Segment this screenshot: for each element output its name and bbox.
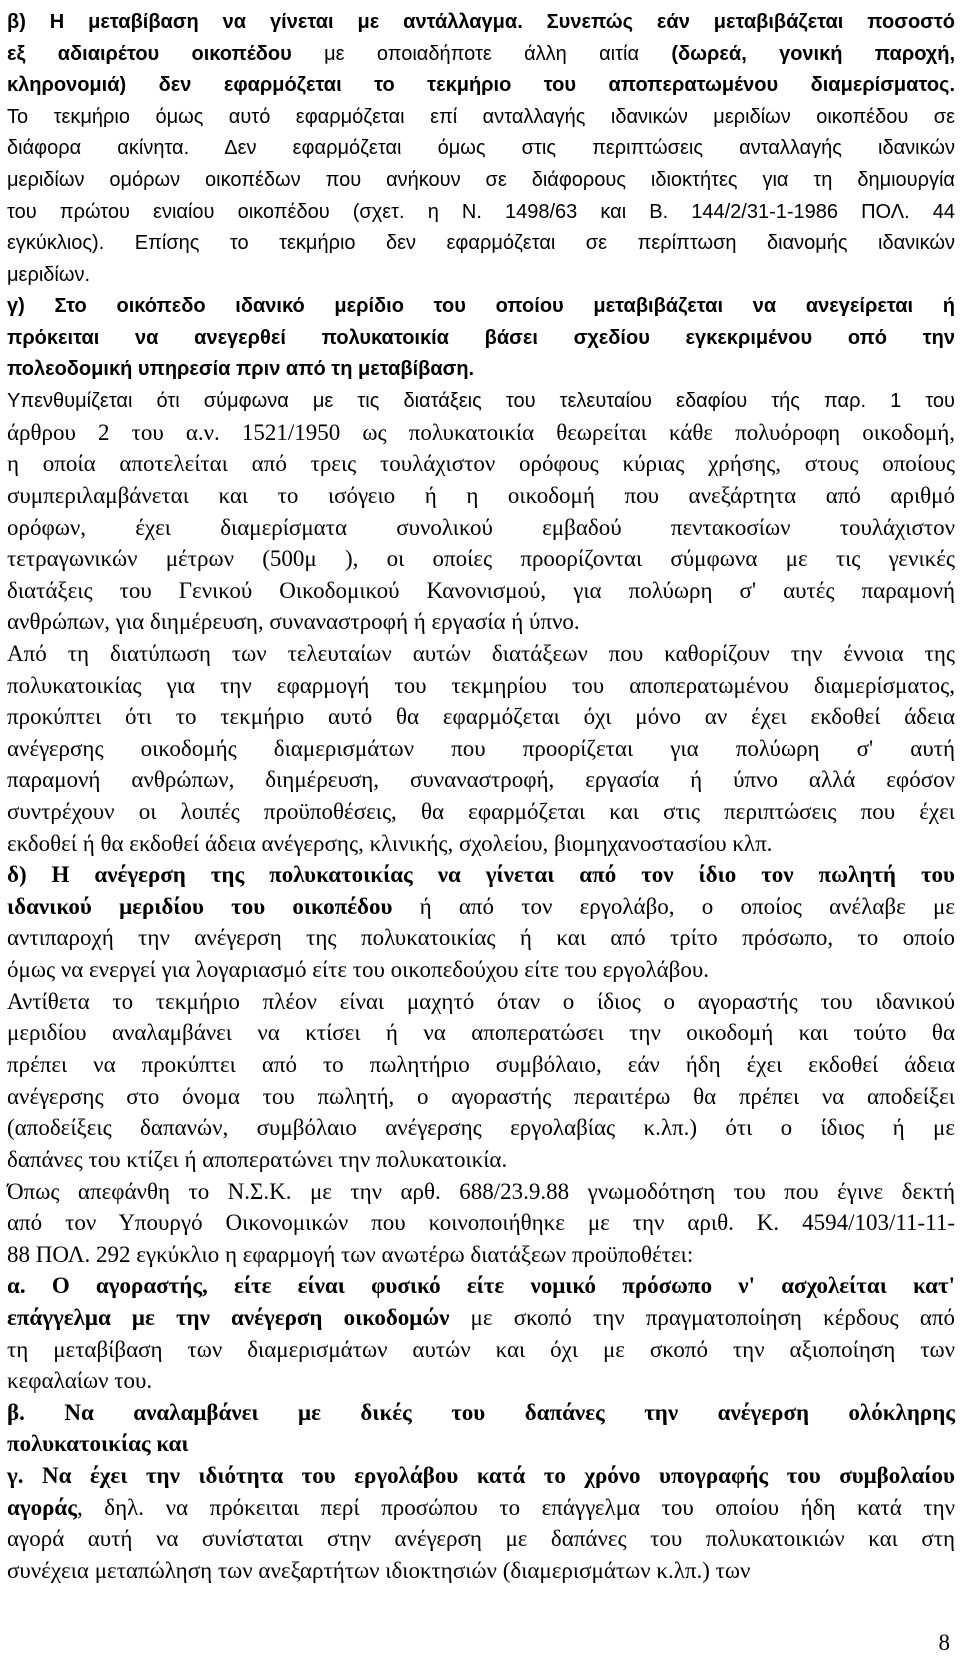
text-segment: αντιπαροχή την ανέγερση της πολυκατοικίας ή και από τρίτο πρόσωπο, το οποίο — [7, 925, 955, 950]
text-segment: συντρέχουν οι λοιπές προϋποθέσεις, θα εφαρμόζεται και στις περιπτώσεις που έχει — [7, 799, 955, 824]
text-segment: τετραγωνικών μέτρων (500μ ), οι οποίες προορίζονται σύμφωνα με τις γενικές — [7, 546, 955, 571]
text-line — [7, 1080, 955, 1114]
text-segment: του πρώτου ενιαίου οικοπέδου (σχετ. η Ν. 1498/63 και Β. 144/2/31-1-1986 ΠΟΛ. 44 — [7, 201, 955, 223]
text-segment: Υπενθυμίζεται ότι σύμφωνα με τις διατάξεις του τελευταίου εδαφίου τής παρ. 1 του — [7, 390, 955, 412]
bold-text: πολεοδομική υπηρεσία πριν από τη μεταβίβαση. — [7, 358, 475, 380]
bold-text: γ) Στο οικόπεδο ιδανικό μερίδιο του οποίου μεταβιβάζεται να ανεγείρεται ή — [7, 295, 955, 317]
text-line — [7, 1111, 955, 1145]
text-line — [7, 921, 955, 955]
text-segment: με οποιαδήποτε άλλη αιτία — [291, 43, 672, 65]
text-segment: προκύπτει ότι το τεκμήριο αυτό θα εφαρμόζεται όχι μόνο αν έχει εκδοθεί άδεια — [7, 704, 955, 729]
text-line — [7, 637, 955, 671]
text-line — [7, 669, 955, 703]
text-segment: δαπάνες του κτίζει ή αποπερατώνει την πολυκατοικία. — [7, 1147, 508, 1172]
text-segment: μεριδίων ομόρων οικοπέδων που ανήκουν σε διάφορους ιδιοκτήτες για τη δημιουργία — [7, 169, 955, 191]
text-line — [7, 732, 955, 766]
text-line — [7, 163, 955, 197]
bold-text: ιδανικού μεριδίου του οικοπέδου — [7, 894, 393, 919]
bold-text: β) Η μεταβίβαση να γίνεται με αντάλλαγμα. Συνεπώς εάν μεταβιβάζεται ποσοστό — [7, 11, 955, 33]
text-line — [7, 1491, 955, 1525]
text-line — [7, 68, 955, 102]
text-line — [7, 1175, 955, 1209]
text-segment: ή από τον εργολάβο, ο οποίος ανέλαβε με — [392, 894, 955, 919]
text-segment: μεριδίων. — [7, 264, 91, 286]
text-segment: Το τεκμήριο όμως αυτό εφαρμόζεται επί ανταλλαγής ιδανικών μεριδίων οικοπέδου σε — [7, 106, 955, 128]
text-line — [7, 1333, 955, 1367]
text-segment: διάφορα ακίνητα. Δεν εφαρμόζεται όμως στις περιπτώσεις ανταλλαγής ιδανικών — [7, 137, 955, 159]
text-line — [7, 605, 955, 639]
text-line — [7, 1048, 955, 1082]
text-segment: ανέγερσης στο όνομα του πωλητή, ο αγοραστής περαιτέρω θα πρέπει να αποδείξει — [7, 1084, 955, 1109]
bold-text: πρόκειται να ανεγερθεί πολυκατοικία βάσει σχεδίου εγκεκριμένου οπό την — [7, 327, 955, 349]
text-line — [7, 352, 955, 386]
text-segment: συμπεριλαμβάνεται και το ισόγειο ή η οικοδομή που ανεξάρτητα από αριθμό — [7, 483, 955, 508]
text-line — [7, 195, 955, 229]
text-segment: με σκοπό την πραγματοποίηση κέρδους από — [449, 1305, 955, 1330]
text-segment: διατάξεις του Γενικού Οικοδομικού Κανονισμού, για πολύωρη σ' αυτές παραμονή — [7, 578, 955, 603]
text-line — [7, 479, 955, 513]
text-segment: πολυκατοικίας για την εφαρμογή του τεκμηρίου του αποπερατωμένου διαμερίσματος, — [7, 673, 955, 698]
page-number: 8 — [938, 1630, 950, 1655]
text-line — [7, 827, 955, 861]
text-line — [7, 763, 955, 797]
text-line — [7, 1396, 955, 1430]
text-segment: ανέγερσης οικοδομής διαμερισμάτων που προορίζεται για πολύωρη σ' αυτή — [7, 736, 955, 761]
bold-text: πολυκατοικίας και — [7, 1431, 189, 1456]
text-line — [7, 1238, 955, 1272]
text-line — [7, 1554, 955, 1588]
text-line — [7, 511, 955, 545]
text-segment: ανθρώπων, για διημέρευση, συναναστροφή ή εργασία ή ύπνο. — [7, 609, 580, 634]
bold-text: αγοράς — [7, 1495, 77, 1520]
text-line — [7, 1427, 955, 1461]
text-line — [7, 1301, 955, 1335]
text-line — [7, 258, 955, 292]
text-segment: πρέπει να προκύπτει από το πωλητήριο συμβόλαιο, εάν ήδη έχει εκδοθεί άδεια — [7, 1052, 955, 1077]
text-segment: εγκύκλιος). Επίσης το τεκμήριο δεν εφαρμόζεται σε περίπτωση διανομής ιδανικών — [7, 232, 955, 254]
text-line — [7, 447, 955, 481]
text-segment: συνέχεια μεταπώληση των ανεξαρτήτων ιδιοκτησιών (διαμερισμάτων κ.λπ.) των — [7, 1558, 751, 1583]
text-line — [7, 1143, 955, 1177]
text-line — [7, 1459, 955, 1493]
text-segment: , δηλ. να πρόκειται περί προσώπου το επάγγελμα του οποίου ήδη κατά την — [76, 1495, 955, 1520]
text-segment: τη μεταβίβαση των διαμερισμάτων αυτών και όχι με σκοπό την αξιοποίηση των — [7, 1337, 955, 1362]
text-segment: κεφαλαίων του. — [7, 1368, 153, 1393]
text-line — [7, 1016, 955, 1050]
bold-text: κληρονομιά) δεν εφαρμόζεται το τεκμήριο του αποπερατωμένου διαμερίσματος. — [7, 74, 955, 96]
bold-text: α. Ο αγοραστής, είτε είναι φυσικό είτε νομικό πρόσωπο ν' ασχολείται κατ' — [7, 1273, 955, 1298]
text-line — [7, 953, 955, 987]
text-line — [7, 384, 955, 418]
text-segment: ορόφων, έχει διαμερίσματα συνολικού εμβαδού πεντακοσίων τουλάχιστον — [7, 515, 955, 540]
text-segment: η οποία αποτελείται από τρεις τουλάχιστον ορόφους κύριας χρήσης, στους οποίους — [7, 451, 955, 476]
text-line — [7, 1522, 955, 1556]
bold-text: γ. Να έχει την ιδιότητα του εργολάβου κατά το χρόνο υπογραφής του συμβολαίου — [7, 1463, 955, 1488]
text-line — [7, 542, 955, 576]
text-line — [7, 321, 955, 355]
text-line — [7, 226, 955, 260]
text-segment: (αποδείξεις δαπανών, συμβόλαιο ανέγερσης εργολαβίας κ.λπ.) ότι ο ίδιος ή με — [7, 1115, 955, 1140]
bold-text: δ) Η ανέγερση της πολυκατοικίας να γίνεται από τον ίδιο τον πωλητή του — [7, 862, 955, 887]
text-line — [7, 289, 955, 323]
text-line — [7, 5, 955, 39]
text-segment: από τον Υπουργό Οικονομικών που κοινοποιήθηκε με την αριθ. Κ. 4594/103/11-11- — [7, 1210, 955, 1235]
text-segment: όμως να ενεργεί για λογαριασμό είτε του οικοπεδούχου είτε του εργολάβου. — [7, 957, 710, 982]
text-line — [7, 1364, 955, 1398]
text-line — [7, 131, 955, 165]
text-line — [7, 574, 955, 608]
text-line — [7, 416, 955, 450]
text-segment: αγορά αυτή να συνίσταται στην ανέγερση με δαπάνες του πολυκατοικιών και στη — [7, 1526, 955, 1551]
text-line — [7, 1206, 955, 1240]
text-segment: εκδοθεί ή θα εκδοθεί άδεια ανέγερσης, κλινικής, σχολείου, βιομηχανοστασίου κλπ. — [7, 831, 773, 856]
text-segment: 88 ΠΟΛ. 292 εγκύκλιο η εφαρμογή των ανωτέρω διατάξεων προϋποθέτει: — [7, 1242, 694, 1267]
text-segment: μεριδίου αναλαμβάνει να κτίσει ή να αποπερατώσει την οικοδομή και τούτο θα — [7, 1020, 955, 1045]
text-line — [7, 858, 955, 892]
text-segment: παραμονή ανθρώπων, διημέρευση, συναναστροφή, εργασία ή ύπνο αλλά εφόσον — [7, 767, 955, 792]
text-line — [7, 1269, 955, 1303]
bold-text: β. Να αναλαμβάνει με δικές του δαπάνες την ανέγερση ολόκληρης — [7, 1400, 955, 1425]
text-line — [7, 890, 955, 924]
text-line — [7, 37, 955, 71]
text-line — [7, 985, 955, 1019]
text-line — [7, 100, 955, 134]
text-line — [7, 795, 955, 829]
text-line — [7, 700, 955, 734]
bold-text: εξ αδιαιρέτου οικοπέδου — [7, 43, 292, 65]
text-segment: άρθρου 2 του α.ν. 1521/1950 ως πολυκατοικία θεωρείται κάθε πολυόροφη οικοδομή, — [7, 420, 955, 445]
text-segment: Όπως απεφάνθη το Ν.Σ.Κ. με την αρθ. 688/23.9.88 γνωμοδότηση του που έγινε δεκτή — [7, 1179, 955, 1204]
bold-text: (δωρεά, γονική παροχή, — [671, 43, 956, 65]
text-segment: Από τη διατύπωση των τελευταίων αυτών διατάξεων που καθορίζουν την έννοια της — [7, 641, 955, 666]
bold-text: επάγγελμα με την ανέγερση οικοδομών — [7, 1305, 450, 1330]
text-segment: Αντίθετα το τεκμήριο πλέον είναι μαχητό όταν ο ίδιος ο αγοραστής του ιδανικού — [7, 989, 955, 1014]
